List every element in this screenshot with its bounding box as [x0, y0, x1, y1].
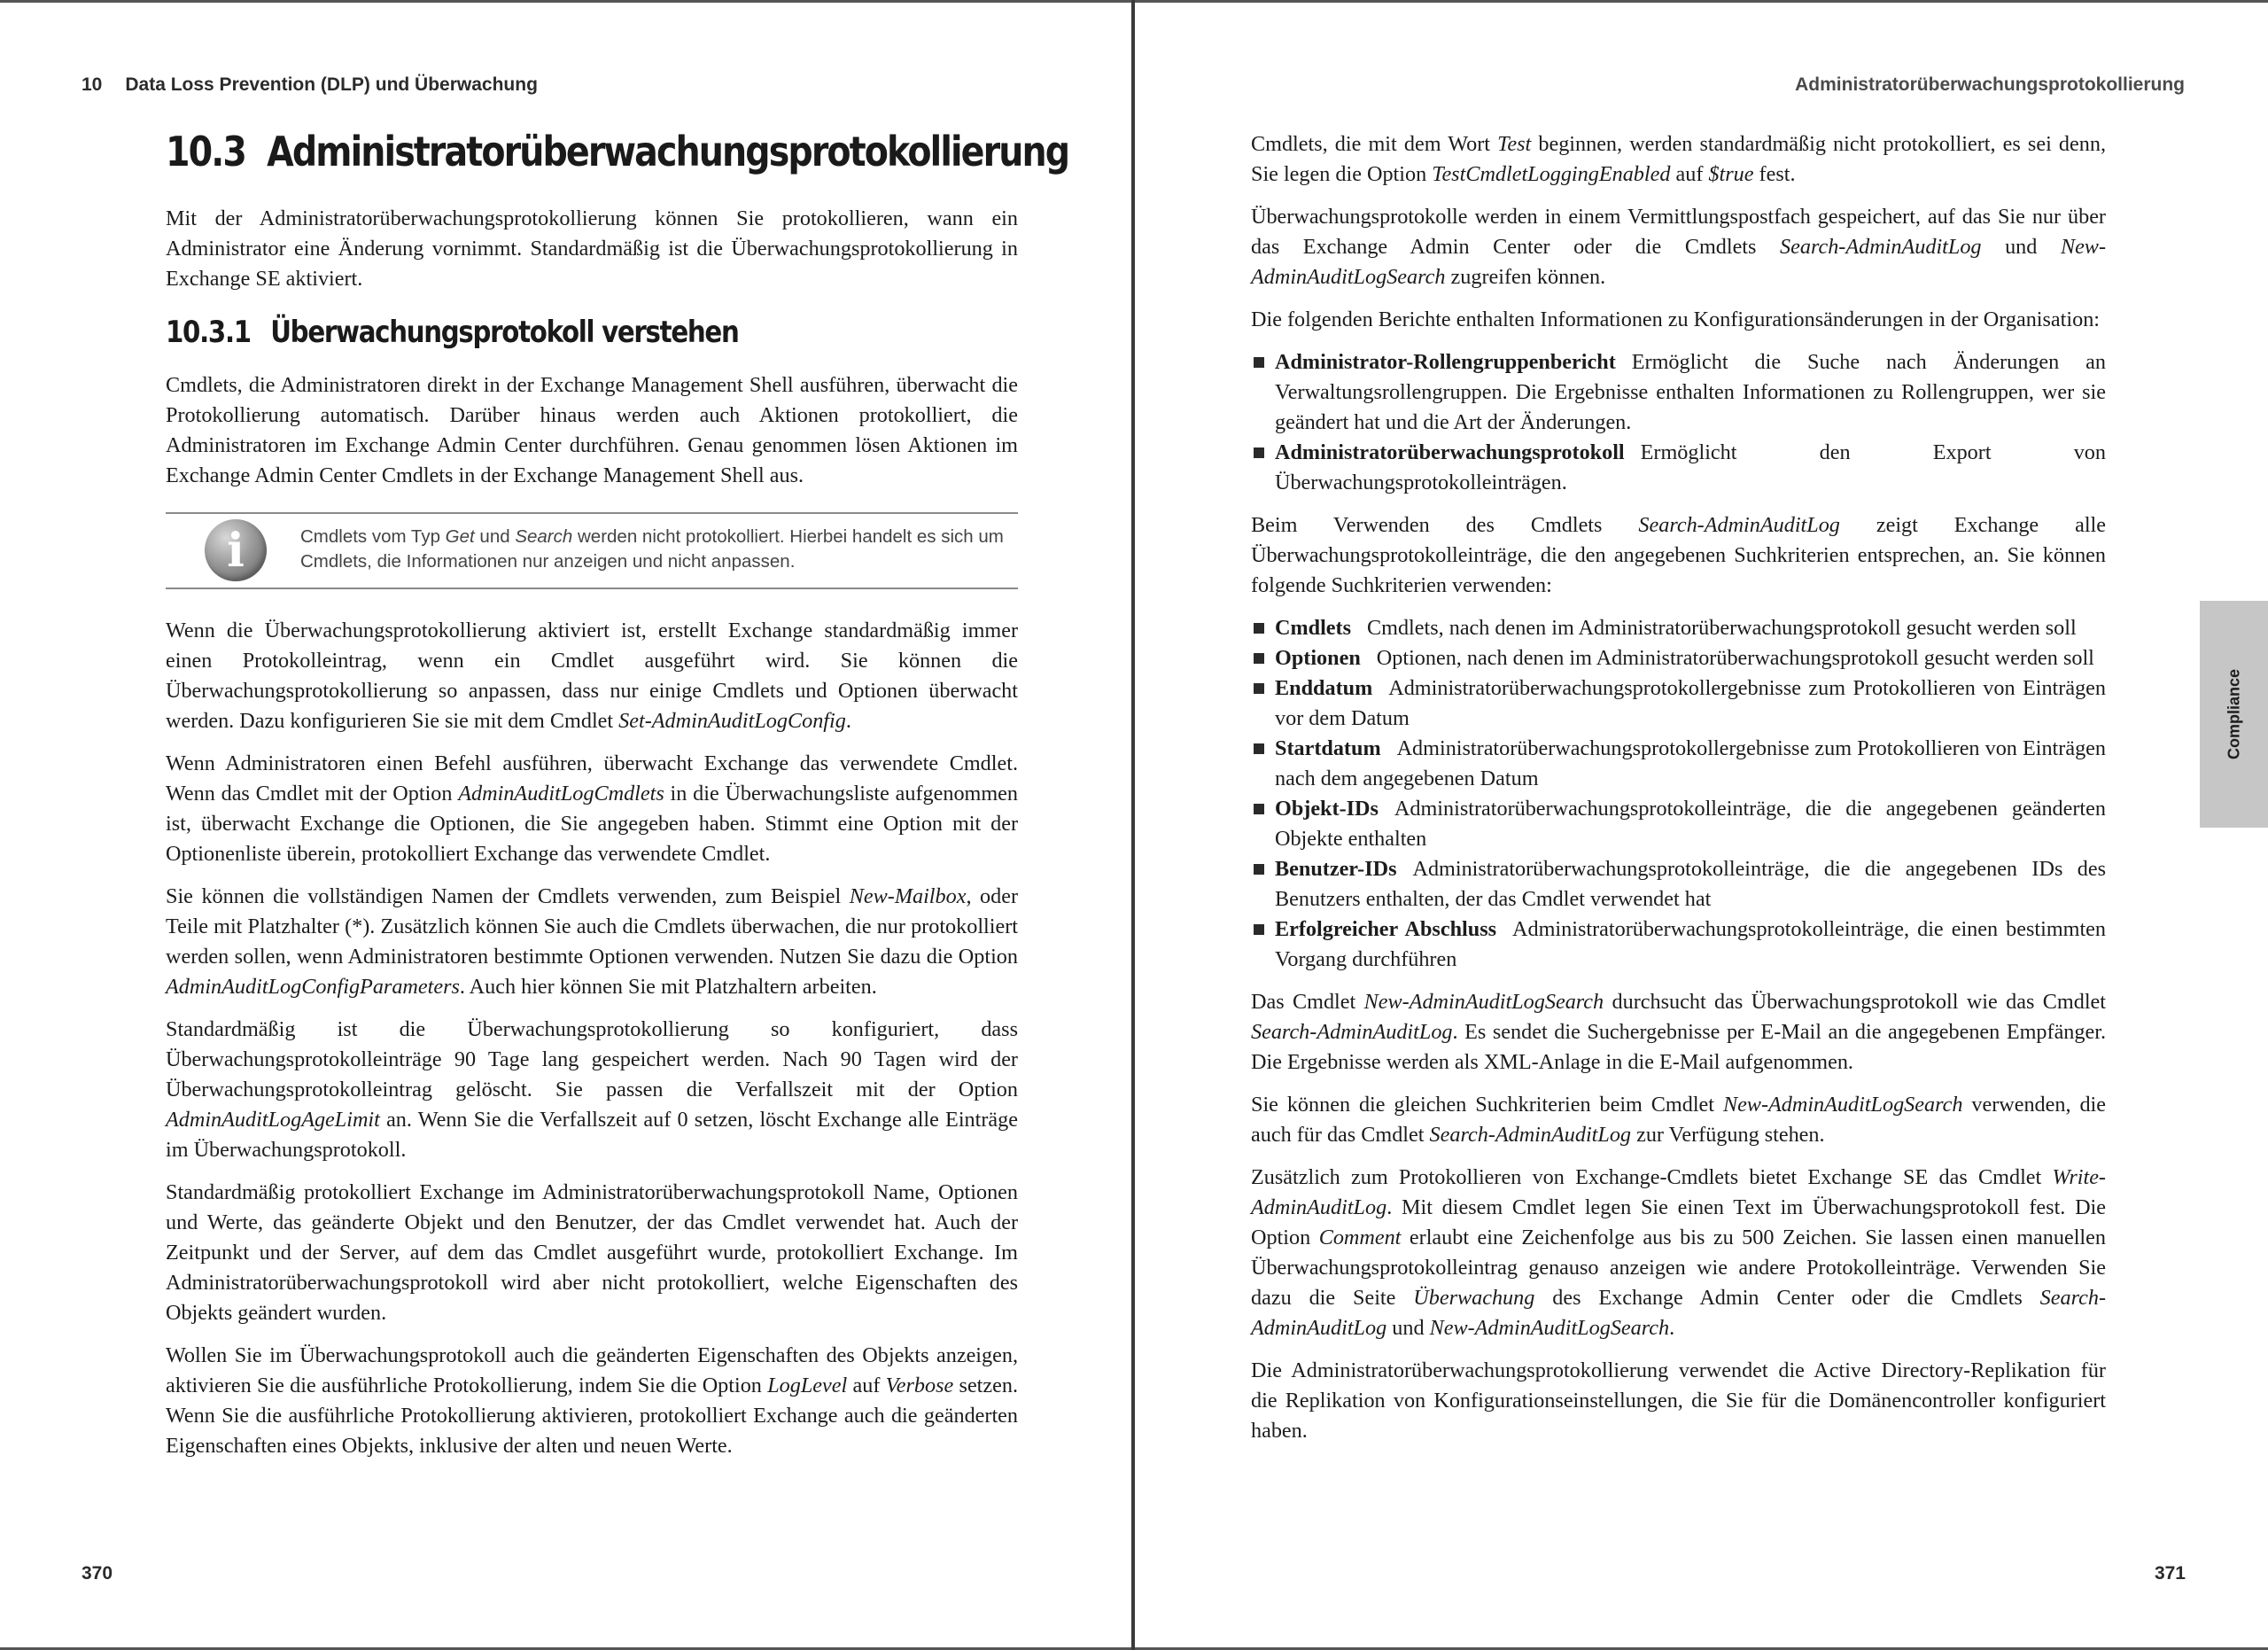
right-page	[1135, 0, 2268, 1650]
text-run: Wollen Sie im Überwachungsprotokoll auch die geänderten Eigenschaften des Objekts anzeigen, aktivieren Sie die ausführliche Protokollierung, indem Sie die Option	[166, 1343, 1018, 1397]
italic-term: $true	[1708, 162, 1754, 186]
left-page-body	[166, 122, 1069, 1474]
text-run: werden nicht protokolliert. Hierbei handelt es sich um Cmdlets, die Informationen nur anzeigen und nicht anpassen.	[300, 526, 1004, 572]
list-description: Ermöglicht die Suche nach Änderungen an Verwaltungsrollengruppen. Die Ergebnisse enthalten Informationen zu Rollengruppen, wer sie geändert hat und die Art der Änderungen.	[1275, 350, 2106, 434]
list-item	[1251, 734, 2106, 794]
italic-term: TestCmdletLoggingEnabled	[1432, 162, 1671, 186]
list-description: Administratorüberwachungsprotokollergebnisse zum Protokollieren von Einträgen nach dem angegebenen Datum	[1275, 736, 2106, 790]
text-run: Cmdlets vom Typ	[300, 526, 446, 547]
text-run: zeigt Exchange alle Überwachungsprotokolleinträge, die den angegebenen Suchkriterien entsprechen, an. Sie können folgende Suchkriterien verwenden:	[1251, 513, 2106, 597]
subsection-title: Überwachungsprotokoll verstehen	[270, 315, 739, 350]
right-page-number: 371	[2154, 1563, 2186, 1584]
text-run: Beim Verwenden des Cmdlets	[1251, 513, 1639, 537]
text-run: , oder Teile mit Platzhalter (*). Zusätzlich können Sie auch die Cmdlets überwachen, die nur protokolliert werden sollen, wenn Administratoren bestimmte Optionen verwenden. Nutzen Sie dazu die Option	[166, 884, 1018, 969]
paragraph: Die folgenden Berichte enthalten Informationen zu Konfigurationsänderungen in der Organisation:	[1251, 307, 2101, 331]
list-term: Cmdlets	[1275, 616, 1351, 640]
paragraph: Cmdlets, die Administratoren direkt in der Exchange Management Shell ausführen, überwacht die Protokollierung automatisch. Darüber hinaus werden auch Aktionen protokolliert, die Administratoren im Exchange Admin Center durchführen. Genau genommen lösen Aktionen im Exchange Admin Center Cmdlets in der Exchange Management Shell aus.	[166, 373, 1018, 487]
list-term: Optionen	[1275, 646, 1361, 670]
text-run: zugreifen können.	[1445, 265, 1606, 289]
list-item	[1251, 915, 2106, 975]
left-running-head	[82, 74, 538, 96]
list-term: Erfolgreicher Abschluss	[1275, 917, 1497, 941]
list-description: Administratorüberwachungsprotokollergebnisse zum Protokollieren von Einträgen vor dem Datum	[1275, 676, 2106, 730]
paragraph: Standardmäßig protokolliert Exchange im Administratorüberwachungsprotokoll Name, Optionen und Werte, das geänderte Objekt und den Benutzer, der das Cmdlet verwendet hat. Auch der Zeitpunkt und der Server, auf dem das Cmdlet ausgeführt wurde, protokolliert Exchange. Im Administratorüberwachungsprotokoll wird aber nicht protokolliert, welche Eigenschaften des Objekts geändert wurden.	[166, 1180, 1018, 1325]
text-run: und	[1981, 235, 2061, 259]
text-run: Sie können die gleichen Suchkriterien beim Cmdlet	[1251, 1093, 1723, 1117]
text-run: Sie können die vollständigen Namen der Cmdlets verwenden, zum Beispiel	[166, 884, 850, 908]
italic-term: New-AdminAuditLogSearch	[1363, 990, 1604, 1014]
left-page	[0, 0, 1132, 1650]
italic-term: Search-AdminAuditLog	[1251, 1286, 2106, 1340]
text-run: . Es sendet die Suchergebnisse per E-Mail an die angegebenen Empfänger. Die Ergebnisse werden als XML-Anlage in die E-Mail aufgenommen.	[1251, 1020, 2106, 1074]
italic-term: Get	[445, 526, 475, 547]
list-term: Startdatum	[1275, 736, 1381, 760]
paragraph	[1251, 987, 2106, 1078]
text-run: auf	[1670, 162, 1709, 186]
italic-term: Comment	[1318, 1226, 1402, 1249]
section-heading	[166, 122, 1069, 181]
criteria-list	[1251, 613, 2106, 975]
text-run: und	[474, 526, 516, 547]
italic-term: AdminAuditLogCmdlets	[458, 782, 664, 806]
text-run: fest.	[1753, 162, 1796, 186]
thumb-tab-label: Compliance	[2225, 668, 2242, 760]
list-term: Administratorüberwachungsprotokoll	[1275, 440, 1625, 464]
info-icon	[205, 519, 267, 581]
list-term: Administrator-Rollengruppenbericht	[1275, 350, 1616, 374]
italic-term: New-AdminAuditLogSearch	[1251, 235, 2106, 289]
italic-term: AdminAuditLogAgeLimit	[166, 1108, 380, 1132]
paragraph	[1251, 510, 2106, 601]
italic-term: Search-AdminAuditLog	[1780, 235, 1982, 259]
info-icon-letter: i	[227, 524, 245, 578]
list-description: Optionen, nach denen im Administratorüberwachungsprotokoll gesucht werden soll	[1376, 646, 2094, 670]
text-run: auf	[847, 1374, 886, 1397]
list-item	[1251, 643, 2106, 673]
text-run: in die Überwachungsliste aufgenommen ist, überwacht Exchange die Optionen, die Sie angegeben haben. Stimmt eine Option mit der Optionenliste überein, protokolliert Exchange das verwendete Cmdlet.	[166, 782, 1018, 866]
subsection-number: 10.3.1	[166, 315, 251, 350]
list-item	[1251, 673, 2106, 734]
list-description: Administratorüberwachungsprotokolleinträge, die die angegebenen IDs des Benutzers enthalten, der das Cmdlet verwendet hat	[1275, 857, 2106, 911]
paragraph	[1251, 129, 2106, 190]
text-run: .	[1669, 1316, 1675, 1340]
text-run: an. Wenn Sie die Verfallszeit auf 0 setzen, löscht Exchange alle Einträge im Überwachungsprotokoll.	[166, 1108, 1018, 1162]
text-run: erlaubt eine Zeichenfolge aus bis zu 500 Zeichen. Sie lassen einen manuellen Überwachungsprotokolleintrag genauso anzeigen wie andere Protokolleinträge. Verwenden Sie dazu die Seite	[1251, 1226, 2106, 1310]
paragraph: Die Administratorüberwachungsprotokollierung verwendet die Active Directory-Replikation für die Replikation von Konfigurationseinstellungen, die Sie für die Domänencontroller konfiguriert haben.	[1251, 1358, 2106, 1443]
text-run: setzen. Wenn Sie die ausführliche Protokollierung aktivieren, protokolliert Exchange auch die geänderten Eigenschaften eines Objekts, inklusive der alten und neuen Werte.	[166, 1374, 1019, 1458]
text-run: Überwachungsprotokolle werden in einem Vermittlungspostfach gespeichert, auf das Sie nur über das Exchange Admin Center oder die Cmdlets	[1251, 205, 2106, 259]
paragraph	[166, 1015, 1018, 1165]
intro-paragraph: Mit der Administratorüberwachungsprotokollierung können Sie protokollieren, wann ein Administrator eine Änderung vornimmt. Standardmäßig ist die Überwachungsprotokollierung in Exchange SE aktiviert.	[166, 206, 1018, 291]
paragraph	[166, 1341, 1018, 1461]
paragraph	[166, 882, 1018, 1002]
list-description: Administratorüberwachungsprotokolleinträge, die einen bestimmten Vorgang durchführen	[1275, 917, 2106, 971]
text-run: . Auch hier können Sie mit Platzhaltern arbeiten.	[459, 975, 877, 999]
italic-term: LogLevel	[767, 1374, 848, 1397]
italic-term: Search-AdminAuditLog	[1429, 1123, 1632, 1147]
list-item	[1251, 613, 2106, 643]
italic-term: Überwachung	[1413, 1286, 1535, 1310]
italic-term: Write-AdminAuditLog	[1251, 1165, 2106, 1219]
text-run: .	[845, 709, 851, 733]
subsection-heading	[166, 310, 898, 354]
text-run: Standardmäßig ist die Überwachungsprotokollierung so konfiguriert, dass Überwachungsprotokolleinträge 90 Tage lang gespeichert werden. Nach 90 Tagen wird der Überwachungsprotokolleintrag gelöscht. Sie passen die Verfallszeit mit der Option	[166, 1017, 1018, 1101]
right-running-head: Administratorüberwachungsprotokollierung	[1795, 74, 2185, 95]
text-run: Wenn Administratoren einen Befehl ausführen, überwacht Exchange das verwendete Cmdlet. Wenn das Cmdlet mit der Option	[166, 751, 1018, 806]
list-item	[1251, 854, 2106, 915]
paragraph	[1251, 202, 2106, 292]
section-number: 10.3	[166, 128, 246, 175]
list-item	[1251, 794, 2106, 854]
text-run: durchsucht das Überwachungsprotokoll wie das Cmdlet	[1604, 990, 2106, 1014]
italic-term: New-AdminAuditLogSearch	[1722, 1093, 1963, 1117]
italic-term: Search	[515, 526, 573, 547]
list-term: Enddatum	[1275, 676, 1373, 700]
italic-term: AdminAuditLogConfigParameters	[166, 975, 460, 999]
left-page-number: 370	[82, 1563, 113, 1584]
text-run: beginnen, werden standardmäßig nicht protokolliert, es sei denn, Sie legen die Option	[1251, 132, 2106, 186]
list-term: Objekt-IDs	[1275, 797, 1379, 821]
reports-list	[1251, 347, 2106, 498]
text-run: Zusätzlich zum Protokollieren von Exchange-Cmdlets bietet Exchange SE das Cmdlet	[1251, 1165, 2053, 1189]
text-run: Cmdlets, die mit dem Wort	[1251, 132, 1498, 156]
list-description: Ermöglicht den Export von Überwachungsprotokolleinträgen.	[1275, 440, 2106, 494]
text-run: verwenden, die auch für das Cmdlet	[1251, 1093, 2106, 1147]
info-note	[300, 525, 1018, 574]
italic-term: New-Mailbox	[849, 884, 967, 908]
text-run: Wenn die Überwachungsprotokollierung aktiviert ist, erstellt Exchange standardmäßig immer einen Protokolleintrag, wenn ein Cmdlet ausgeführt wird. Sie können die Überwachungsprotokollierung so anpassen, dass nur einige Cmdlets und Optionen überwacht werden. Dazu konfigurieren Sie sie mit dem Cmdlet	[166, 619, 1018, 733]
list-description: Cmdlets, nach denen im Administratorüberwachungsprotokoll gesucht werden soll	[1367, 616, 2077, 640]
chapter-number: 10	[82, 74, 103, 95]
chapter-title: Data Loss Prevention (DLP) und Überwachung	[125, 74, 538, 95]
list-description: Administratorüberwachungsprotokolleinträge, die die angegebenen geänderten Objekte enthalten	[1275, 797, 2106, 851]
italic-term: Test	[1497, 132, 1532, 156]
text-run: des Exchange Admin Center oder die Cmdlets	[1534, 1286, 2040, 1310]
list-term: Benutzer-IDs	[1275, 857, 1397, 881]
right-page-body	[1251, 129, 2106, 1459]
paragraph	[1251, 1090, 2106, 1150]
chapter-thumb-tab	[2200, 601, 2268, 828]
list-item	[1251, 438, 2106, 498]
italic-term: Search-AdminAuditLog	[1251, 1020, 1453, 1044]
paragraph	[166, 749, 1018, 869]
text-run: zur Verfügung stehen.	[1631, 1123, 1825, 1147]
info-box	[166, 512, 1018, 589]
list-item	[1251, 347, 2106, 438]
text-run: . Mit diesem Cmdlet legen Sie einen Text im Überwachungsprotokoll fest. Die Option	[1251, 1195, 2106, 1249]
section-title: Administratorüberwachungsprotokollierung	[267, 128, 1069, 175]
paragraph	[166, 616, 1018, 736]
text-run: und	[1386, 1316, 1430, 1340]
italic-term: Search-AdminAuditLog	[1638, 513, 1840, 537]
paragraph	[1251, 1163, 2106, 1343]
text-run: Das Cmdlet	[1251, 990, 1364, 1014]
italic-term: New-AdminAuditLogSearch	[1429, 1316, 1670, 1340]
italic-term: Set-AdminAuditLogConfig	[618, 709, 846, 733]
italic-term: Verbose	[885, 1374, 954, 1397]
